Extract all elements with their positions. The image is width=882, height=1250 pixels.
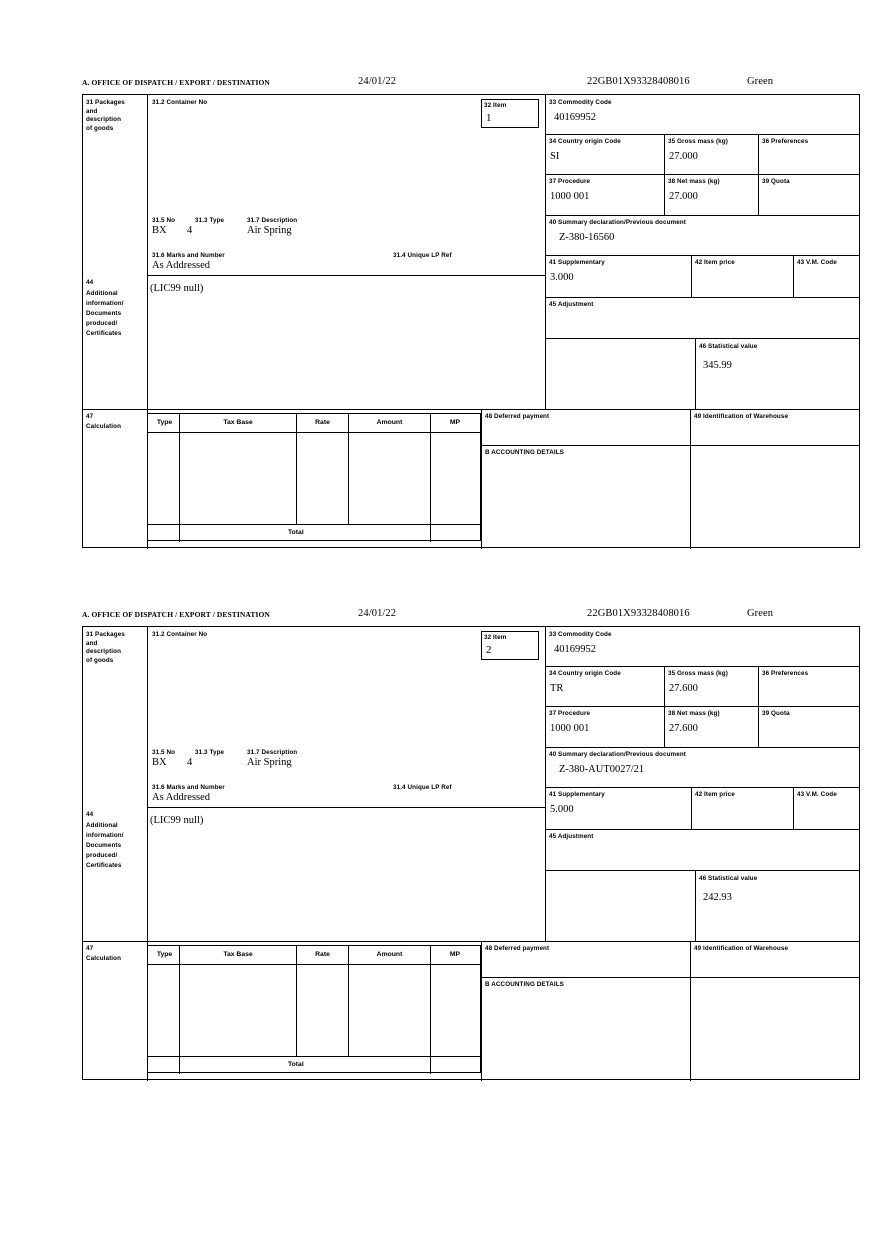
box-47-label-2-l1: 47: [86, 945, 94, 952]
box-49-label: 49 Identification of Warehouse: [694, 413, 789, 420]
supplementary-value: 3.000: [550, 272, 574, 283]
box-b-top-divider: [481, 445, 859, 446]
box-48-label: 48 Deferred payment: [485, 413, 550, 420]
box-44-label-l5: produced/: [86, 320, 118, 327]
box-40-label-2: 40 Summary declaration/Previous document: [549, 751, 686, 758]
box-31-bottom-divider: [147, 275, 546, 276]
previous-document-value: Z-380-16560: [559, 232, 615, 243]
calc-col-2-divider-2: [296, 946, 297, 1056]
procedure-value-2: 1000 001: [550, 723, 590, 734]
office-of-dispatch-label: A. OFFICE OF DISPATCH / EXPORT / DESTINATION: [82, 78, 270, 87]
box-35-label-2: 35 Gross mass (kg): [668, 670, 728, 677]
box-33-bottom-divider: [545, 134, 860, 135]
box-31-label-l1: 31 Packages: [86, 99, 125, 106]
calc-col-3-divider-2: [348, 946, 349, 1056]
supplementary-value-2: 5.000: [550, 804, 574, 815]
box-40-bottom-divider: [545, 255, 860, 256]
box-31-4-label: 31.4 Unique LP Ref: [393, 252, 452, 259]
box-31-label-l3: description: [86, 116, 122, 124]
box-41-label: 41 Supplementary: [549, 259, 605, 266]
packages-no-value: BX: [152, 225, 167, 236]
customs-lane: Green: [747, 76, 774, 87]
box-46-label-2: 46 Statistical value: [699, 875, 758, 882]
box-45-label-2: 45 Adjustment: [549, 833, 594, 840]
box-47-label-2-l2: Calculation: [86, 955, 122, 962]
box-45-bottom-divider-2: [545, 870, 860, 871]
calc-mp-header: MP: [449, 419, 461, 426]
calc-type-header: Type: [156, 419, 173, 426]
box-31-label-2-l4: of goods: [86, 656, 114, 664]
box-37-38-divider-2: [664, 706, 665, 747]
box-43-label-2: 43 V.M. Code: [797, 791, 837, 798]
calc-col-1-divider-2: [179, 946, 180, 1074]
box-49-label-2: 49 Identification of Warehouse: [694, 945, 789, 952]
box-41-42-divider: [691, 255, 692, 297]
box-43-label: 43 V.M. Code: [797, 259, 837, 266]
box-32-item-box: [481, 99, 539, 128]
packages-description-value-2: Air Spring: [247, 757, 292, 768]
box-35-36-divider: [758, 134, 759, 174]
packages-no-value-2: BX: [152, 757, 167, 768]
box-49-left-divider-2: [690, 941, 691, 1081]
calc-col-2-divider: [296, 414, 297, 524]
previous-document-value-2: Z-380-AUT0027/21: [559, 764, 645, 775]
statistical-value-2: 242.93: [703, 892, 732, 903]
calc-col-1-divider: [179, 414, 180, 542]
box-44-label-2-l1: 44: [86, 811, 94, 818]
box-48-label-2: 48 Deferred payment: [485, 945, 550, 952]
net-mass-value: 27.000: [669, 191, 698, 202]
box-31-5-label: 31.5 No: [152, 217, 176, 224]
box-42-43-divider-2: [793, 787, 794, 829]
form-body-box-2: [82, 626, 860, 1080]
box-31-6-label-2: 31.6 Marks and Number: [152, 784, 225, 791]
box-48-left-divider: [481, 409, 482, 549]
box-38-label-2: 38 Net mass (kg): [668, 710, 720, 717]
box-38-39-divider: [758, 174, 759, 215]
calc-total-divider-2: [148, 1056, 480, 1057]
calc-tax-base-header-2: Tax Base: [223, 951, 253, 958]
box-31-3-label: 31.3 Type: [195, 217, 225, 224]
box-46-left-dotted-divider-2: [545, 870, 546, 941]
declaration-form-item-1: [82, 78, 860, 548]
box-31-3-label-2: 31.3 Type: [195, 749, 225, 756]
calculation-table: [147, 413, 481, 541]
box-34-label-2: 34 Country origin Code: [549, 670, 621, 677]
box-44-label-l6: Certificates: [86, 330, 122, 337]
box-37-bottom-divider-2: [545, 747, 860, 748]
box-47-label-l1: 47: [86, 413, 94, 420]
commodity-code-value: 40169952: [554, 112, 596, 123]
form-body-box: [82, 94, 860, 548]
box-38-39-divider-2: [758, 706, 759, 747]
box-31-7-label-2: 31.7 Description: [247, 749, 298, 756]
box-45-bottom-divider: [545, 338, 860, 339]
calc-amount-header-2: Amount: [376, 951, 403, 958]
box-34-bottom-divider-2: [545, 706, 860, 707]
office-of-dispatch-label-2: A. OFFICE OF DISPATCH / EXPORT / DESTINATION: [82, 610, 270, 619]
box-42-label-2: 42 Item price: [695, 791, 735, 798]
box-40-label: 40 Summary declaration/Previous document: [549, 219, 686, 226]
box-32-item-box-2: [481, 631, 539, 660]
calc-type-header-2: Type: [156, 951, 173, 958]
box-31-label-l2: and: [86, 107, 98, 115]
marks-and-number-value: As Addressed: [152, 260, 211, 271]
procedure-value: 1000 001: [550, 191, 590, 202]
box-41-label-2: 41 Supplementary: [549, 791, 605, 798]
box-39-label-2: 39 Quota: [762, 710, 790, 717]
box-31-2-label: 31.2 Container No: [152, 99, 208, 106]
box-31-6-label: 31.6 Marks and Number: [152, 252, 225, 259]
box-47-top-divider-2: [83, 941, 859, 942]
box-37-bottom-divider: [545, 215, 860, 216]
box-36-label: 36 Preferences: [762, 138, 809, 145]
box-44-label-2-l2: Additional: [86, 822, 118, 829]
additional-information-value: (LIC99 null): [150, 283, 204, 294]
packages-type-value-2: 4: [187, 757, 193, 768]
box-41-bottom-divider-2: [545, 829, 860, 830]
box-34-35-divider: [664, 134, 665, 174]
packages-type-value: 4: [187, 225, 193, 236]
calc-total-label: Total: [288, 529, 304, 536]
declaration-form-item-2: [82, 610, 860, 1080]
box-31-2-label-2: 31.2 Container No: [152, 631, 208, 638]
box-44-label-l2: Additional: [86, 290, 118, 297]
gross-mass-value: 27.000: [669, 151, 698, 162]
box-47-label-l2: Calculation: [86, 423, 122, 430]
net-mass-value-2: 27.600: [669, 723, 698, 734]
box-b-top-divider-2: [481, 977, 859, 978]
calc-col-4-divider: [430, 414, 431, 542]
box-44-label-2-l3: information/: [86, 832, 124, 839]
box-33-label-2: 33 Commodity Code: [549, 631, 612, 638]
box-49-left-divider: [690, 409, 691, 549]
declaration-date-2: 24/01/22: [358, 608, 397, 619]
box-42-label: 42 Item price: [695, 259, 735, 266]
customs-lane-2: Green: [747, 608, 774, 619]
box-31-7-label: 31.7 Description: [247, 217, 298, 224]
box-47-top-divider: [83, 409, 859, 410]
box-35-label: 35 Gross mass (kg): [668, 138, 728, 145]
box-46-divider-2: [695, 870, 696, 941]
box-42-43-divider: [793, 255, 794, 297]
box-31-label-2-l3: description: [86, 648, 122, 656]
box-31-5-label-2: 31.5 No: [152, 749, 176, 756]
box-35-36-divider-2: [758, 666, 759, 706]
box-44-label-l3: information/: [86, 300, 124, 307]
additional-information-value-2: (LIC99 null): [150, 815, 204, 826]
form-header-2: [82, 610, 860, 626]
calc-total-divider: [148, 524, 480, 525]
box-31-label-2-l2: and: [86, 639, 98, 647]
marks-and-number-value-2: As Addressed: [152, 792, 211, 803]
box-44-label-2-l6: Certificates: [86, 862, 122, 869]
box-32-label-2: 32 Item: [484, 634, 507, 641]
box-31-4-label-2: 31.4 Unique LP Ref: [393, 784, 452, 791]
box-39-label: 39 Quota: [762, 178, 790, 185]
box-37-label-2: 37 Procedure: [549, 710, 591, 717]
box-33-label: 33 Commodity Code: [549, 99, 612, 106]
movement-reference-number: 22GB01X93328408016: [587, 76, 690, 87]
box-36-label-2: 36 Preferences: [762, 670, 809, 677]
box-41-42-divider-2: [691, 787, 692, 829]
box-31-label-l4: of goods: [86, 124, 114, 132]
box-34-label: 34 Country origin Code: [549, 138, 621, 145]
box-34-bottom-divider: [545, 174, 860, 175]
calc-total-label-2: Total: [288, 1061, 304, 1068]
calc-rate-header: Rate: [315, 419, 330, 426]
box-46-left-dotted-divider: [545, 338, 546, 409]
calculation-table-2: [147, 945, 481, 1073]
box-44-label-l1: 44: [86, 279, 94, 286]
statistical-value: 345.99: [703, 360, 732, 371]
box-44-label-l4: Documents: [86, 310, 122, 317]
box-31-label-2-l1: 31 Packages: [86, 631, 125, 638]
box-40-bottom-divider-2: [545, 787, 860, 788]
box-33-bottom-divider-2: [545, 666, 860, 667]
commodity-code-value-2: 40169952: [554, 644, 596, 655]
gross-mass-value-2: 27.600: [669, 683, 698, 694]
country-origin-value-2: TR: [550, 683, 564, 694]
calc-mp-header-2: MP: [449, 951, 461, 958]
calc-col-3-divider: [348, 414, 349, 524]
box-46-label: 46 Statistical value: [699, 343, 758, 350]
calc-rate-header-2: Rate: [315, 951, 330, 958]
box-38-label: 38 Net mass (kg): [668, 178, 720, 185]
box-44-label-2-l5: produced/: [86, 852, 118, 859]
box-32-label: 32 Item: [484, 102, 507, 109]
calc-col-4-divider-2: [430, 946, 431, 1074]
box-48-left-divider-2: [481, 941, 482, 1081]
box-37-label: 37 Procedure: [549, 178, 591, 185]
box-34-35-divider-2: [664, 666, 665, 706]
box-31-bottom-divider-2: [147, 807, 546, 808]
packages-description-value: Air Spring: [247, 225, 292, 236]
box-44-label-2-l4: Documents: [86, 842, 122, 849]
box-b-label: B ACCOUNTING DETAILS: [485, 449, 564, 456]
calc-tax-base-header: Tax Base: [223, 419, 253, 426]
movement-reference-number-2: 22GB01X93328408016: [587, 608, 690, 619]
calc-amount-header: Amount: [376, 419, 403, 426]
form-header: [82, 78, 860, 94]
declaration-date: 24/01/22: [358, 76, 397, 87]
item-number-value-2: 2: [486, 644, 492, 656]
box-37-38-divider: [664, 174, 665, 215]
country-origin-value: SI: [550, 151, 560, 162]
box-b-label-2: B ACCOUNTING DETAILS: [485, 981, 564, 988]
box-41-bottom-divider: [545, 297, 860, 298]
box-46-divider: [695, 338, 696, 409]
item-number-value: 1: [486, 112, 492, 124]
box-45-label: 45 Adjustment: [549, 301, 594, 308]
